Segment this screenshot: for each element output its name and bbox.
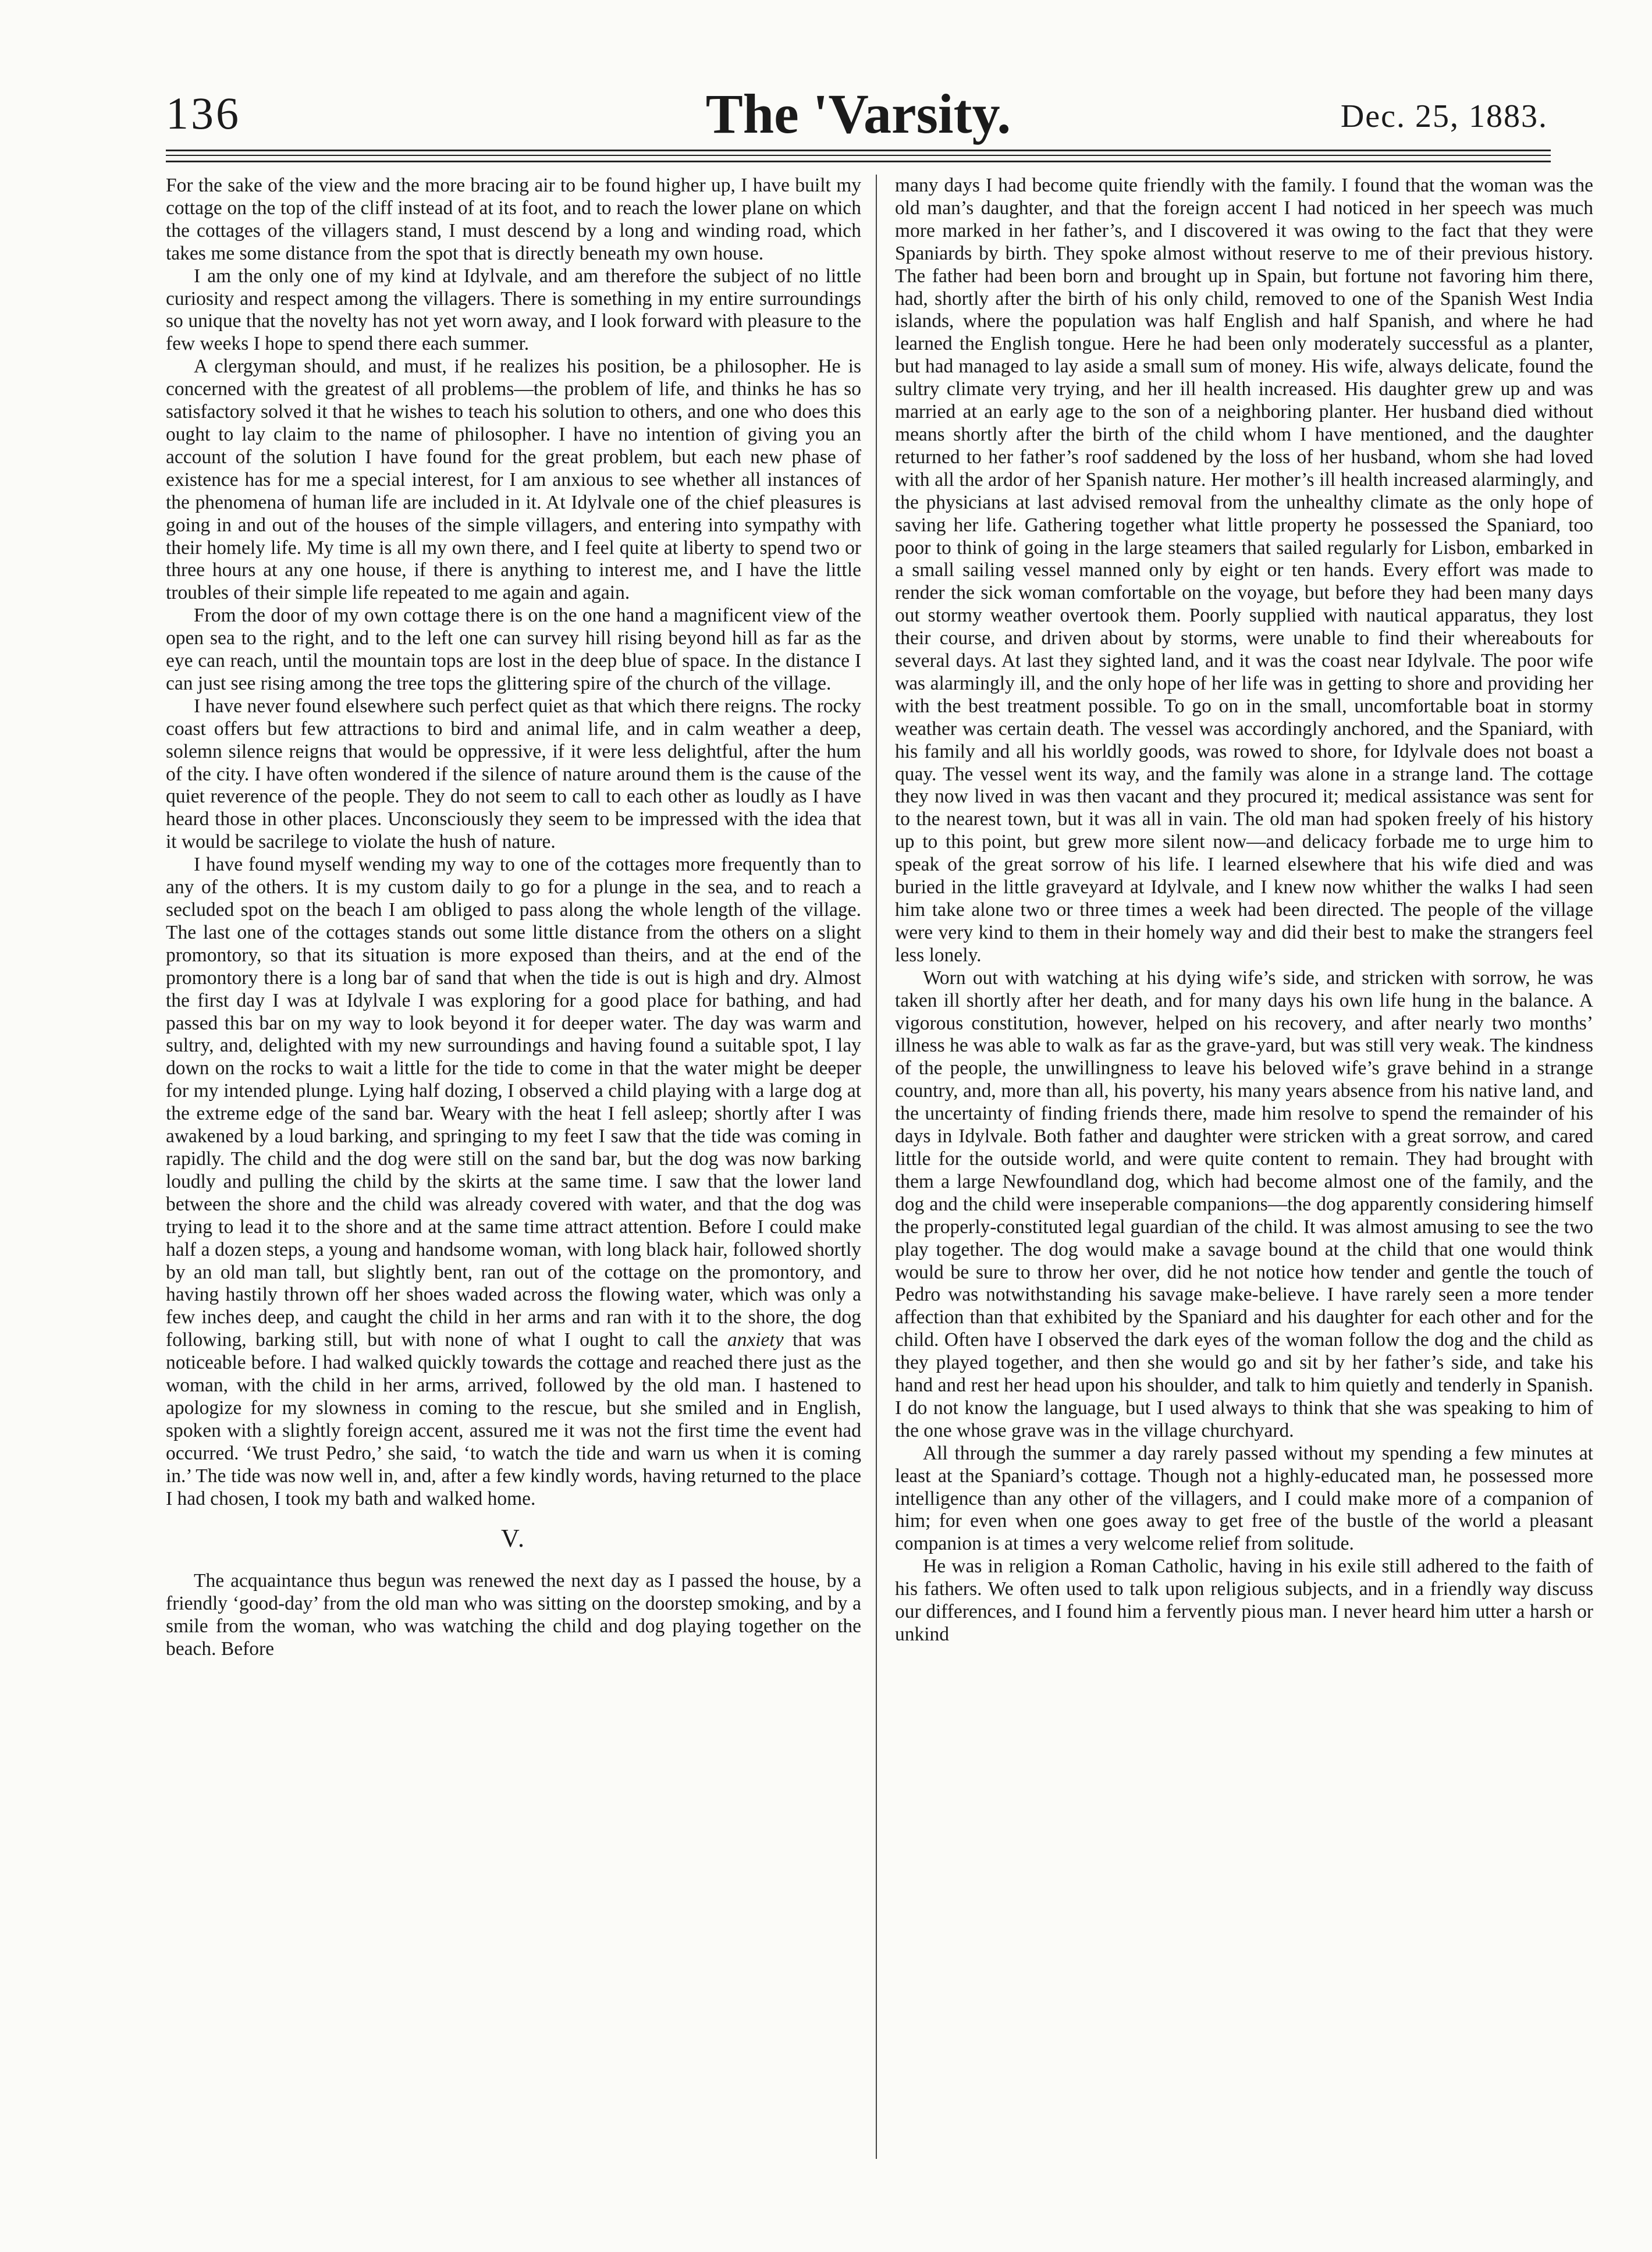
paragraph-text: that was noticeable before. I had walked quickly towards the cottage and reached there just as the woman, with the child in her arms, arrived, followed by the old man. I hastened to apologize for my slowness in coming to the rescue, but she smiled and in English, spoken with a slightly foreign accent, assured me it was not the first time the event had occurred. ‘We trust Pedro,’ she said, ‘to watch the tide and warn us when it is coming in.’ The tide was now well in, and, after a few kindly words, having returned to the place I had chosen, I took my bath and walked home. xyxy=(166,1329,861,1509)
page-header xyxy=(166,83,1551,151)
header-rule-inner xyxy=(166,155,1551,156)
journal-title: The 'Varsity. xyxy=(705,83,1011,145)
paragraph: I am the only one of my kind at Idylvale, and am therefore the subject of no little curiosity and respect among the villagers. There is something in my entire surroundings so unique that the novelty has not yet worn away, and I look forward with pleasure to the few weeks I hope to spend there each summer. xyxy=(166,265,861,355)
emphasis-text: anxiety xyxy=(727,1329,784,1351)
issue-date: Dec. 25, 1883. xyxy=(1340,98,1548,134)
column-divider xyxy=(876,175,877,2159)
paragraph-text: I have found myself wending my way to one of the cottages more frequently than to any of the others. It is my custom daily to go for a plunge in the sea, and to reach a secluded spot on the beach I am obliged to pass along the whole length of the village. The last one of the cottages stands out some little distance from the others on a slight promontory, so that its situation is more exposed than theirs, and at the end of the promontory there is a long bar of sand that when the tide is out is high and dry. Almost the first day I was at Idylvale I was exploring for a good place for bathing, and had passed this bar on my way to look beyond it for deeper water. The day was warm and sultry, and, delighted with my new surroundings and having found a suitable spot, I lay down on the rocks to wait a little for the tide to come in that the water might be deeper for my intended plunge. Lying half dozing, I observed a child playing with a large dog at the extreme edge of the sand bar. Weary with the heat I fell asleep; shortly after I was awakened by a loud barking, and springing to my feet I saw that the tide was coming in rapidly. The child and the dog were still on the sand bar, but the dog was now barking loudly and pulling the child by the skirts at the same time. I saw that the lower land between the shore and the child was already covered with water, and that the dog was trying to lead it to the shore and at the same time attract attention. Before I could make half a dozen steps, a young and handsome woman, with long black hair, followed shortly by an old man tall, but slightly bent, ran out of the cottage on the promontory, and having hastily thrown off her shoes waded across the flowing water, which was only a few inches deep, and caught the child in her arms and ran with it to the shore, the dog following, barking still, but with none of what I ought to call the xyxy=(166,854,861,1351)
paragraph: From the door of my own cottage there is on the one hand a magnificent view of the open sea to the right, and to the left one can survey hill rising beyond hill as far as the eye can reach, until the mountain tops are lost in the deep blue of space. In the distance I can just see rising among the tree tops the glittering spire of the church of the village. xyxy=(166,605,861,694)
paragraph: The acquaintance thus begun was renewed the next day as I passed the house, by a friendly ‘good-day’ from the old man who was sitting on the doorstep smoking, and by a smile from the woman, who was watching the child and dog playing together on the beach. Before xyxy=(166,1570,861,1660)
paragraph: He was in religion a Roman Catholic, having in his exile still adhered to the faith of his fathers. We often used to talk upon religious subjects, and in a friendly way discuss our differences, and I found him a fervently pious man. I never heard him utter a harsh or unkind xyxy=(895,1555,1593,1645)
header-rule-lower xyxy=(166,161,1551,162)
paragraph: many days I had become quite friendly with the family. I found that the woman was the old man’s daughter, and that the foreign accent I had noticed in her speech was much more marked in her father’s, and I discovered it was owing to the fact that they were Spaniards by birth. They spoke almost without reserve to me of their previous history. The father had been born and brought up in Spain, but fortune not favoring him there, had, shortly after the birth of his only child, removed to one of the Spanish West India islands, where the population was half English and half Spanish, and where he had learned the English tongue. Here he had been only moderately successful as a planter, but had managed to lay aside a small sum of money. His wife, always delicate, found the sultry climate very trying, and her ill health increased. His daughter grew up and was married at an early age to the son of a neighboring planter. Her husband died without means shortly after the birth of the child whom I have mentioned, and the daughter returned to her father’s roof saddened by the loss of her husband, whom she had loved with all the ardor of her Spanish nature. Her mother’s ill health increased alarmingly, and the physicians at last advised removal from the unhealthy climate as the only hope of saving her life. Gathering together what little property he possessed the Spaniard, too poor to think of going in the large steamers that sailed regularly for Lisbon, embarked in a small sailing vessel manned only by eight or ten hands. Every effort was made to render the sick woman comfortable on the voyage, but before they had been many days out stormy weather overtook them. Poorly supplied with nautical apparatus, they lost their course, and driven about by storms, were unable to find their whereabouts for several days. At last they sighted land, and it was the coast near Idylvale. The poor wife was alarmingly ill, and the only hope of her life was in getting to shore and providing her with the best treatment possible. To go on in the small, uncomfortable boat in stormy weather was certain death. The vessel was accordingly anchored, and the Spaniard, with his family and all his worldly goods, was rowed to shore, for Idylvale does not boast a quay. The vessel went its way, and the family was alone in a strange land. The cottage they now lived in was then vacant and they procured it; medical assistance was sent for to the nearest town, but it was all in vain. The old man had spoken freely of his history up to this point, but grew more silent now—and delicacy forbade me to urge him to speak of the great sorrow of his life. I learned elsewhere that his wife died and was buried in the little graveyard at Idylvale, and I knew now whither the walks I had seen him take alone two or three times a week had been directed. The people of the village were very kind to them in their homely way and did their best to make the strangers feel less lonely. xyxy=(895,175,1593,966)
section-heading: V. xyxy=(500,1524,527,1553)
paragraph: I have never found elsewhere such perfect quiet as that which there reigns. The rocky coast offers but few attractions to bird and animal life, and in calm weather a deep, solemn silence reigns that would be oppressive, if it were less delightful, after the hum of the city. I have often wondered if the silence of nature around them is the cause of the quiet reverence of the people. They do not seem to call to each other as loudly as I have heard those in other places. Unconsciously they seem to be impressed with the idea that it would be sacrilege to violate the hush of nature. xyxy=(166,695,861,853)
paragraph xyxy=(166,854,861,1510)
page-number: 136 xyxy=(166,88,241,138)
paragraph: Worn out with watching at his dying wife’s side, and stricken with sorrow, he was taken ill shortly after her death, and for many days his own life hung in the balance. A vigorous constitution, however, helped on his recovery, and after nearly two months’ illness he was able to walk as far as the grave-yard, but was still very weak. The kindness of the people, the unwillingness to leave his beloved wife’s grave behind in a strange country, and, more than all, his poverty, his many years absence from his native land, and the uncertainty of finding friends there, made him resolve to spend the remainder of his days in Idylvale. Both father and daughter were stricken with a great sorrow, and cared little for the outside world, and were quite content to remain. They had brought with them a large Newfoundland dog, which had become almost one of the family, and the dog and the child were inseperable companions—the dog apparently considering himself the properly-constituted legal guardian of the child. It was almost amusing to see the two play together. The dog would make a savage bound at the child that one would think would be sure to throw her over, did he not notice how tender and gentle the touch of Pedro was notwithstanding his savage make-believe. I have rarely seen a more tender affection than that exhibited by the Spaniard and his daughter for each other and for the child. Often have I observed the dark eyes of the woman follow the dog and the child as they played together, and then she would go and sit by her father’s side, and take his hand and rest her head upon his shoulder, and talk to him quietly and tenderly in Spanish. I do not know the language, but I used always to think that she was speaking to him of the one whose grave was in the village churchyard. xyxy=(895,967,1593,1441)
left-column xyxy=(166,175,861,1661)
paragraph: For the sake of the view and the more bracing air to be found higher up, I have built my cottage on the top of the cliff instead of at its foot, and to reach the lower plane on which the cottages of the villagers stand, I must descend by a long and winding road, which takes me some distance from the spot that is directly beneath my own house. xyxy=(166,175,861,264)
paragraph: A clergyman should, and must, if he realizes his position, be a philosopher. He is concerned with the greatest of all problems—the problem of life, and thinks he has so satisfactory solved it that he wishes to teach his solution to others, and one who does this ought to lay claim to the name of philosopher. I have no intention of giving you an account of the solution I have found for the great problem, but each new phase of existence has for me a special interest, for I am anxious to see whether all instances of the phenomena of human life are included in it. At Idylvale one of the chief pleasures is going in and out of the houses of the simple villagers, and entering into sympathy with their homely life. My time is all my own there, and I feel quite at liberty to spend two or three hours at any one house, if there is anything to interest me, and I have the little troubles of their simple life repeated to me again and again. xyxy=(166,356,861,604)
header-rule xyxy=(166,150,1551,151)
right-column xyxy=(895,175,1593,1646)
paragraph: All through the summer a day rarely passed without my spending a few minutes at least at the Spaniard’s cottage. Though not a highly-educated man, he possessed more intelligence than any other of the villagers, and I could make more of a companion of him; for even when one goes away to get free of the bustle of the world a pleasant companion is at times a very welcome relief from solitude. xyxy=(895,1442,1593,1555)
